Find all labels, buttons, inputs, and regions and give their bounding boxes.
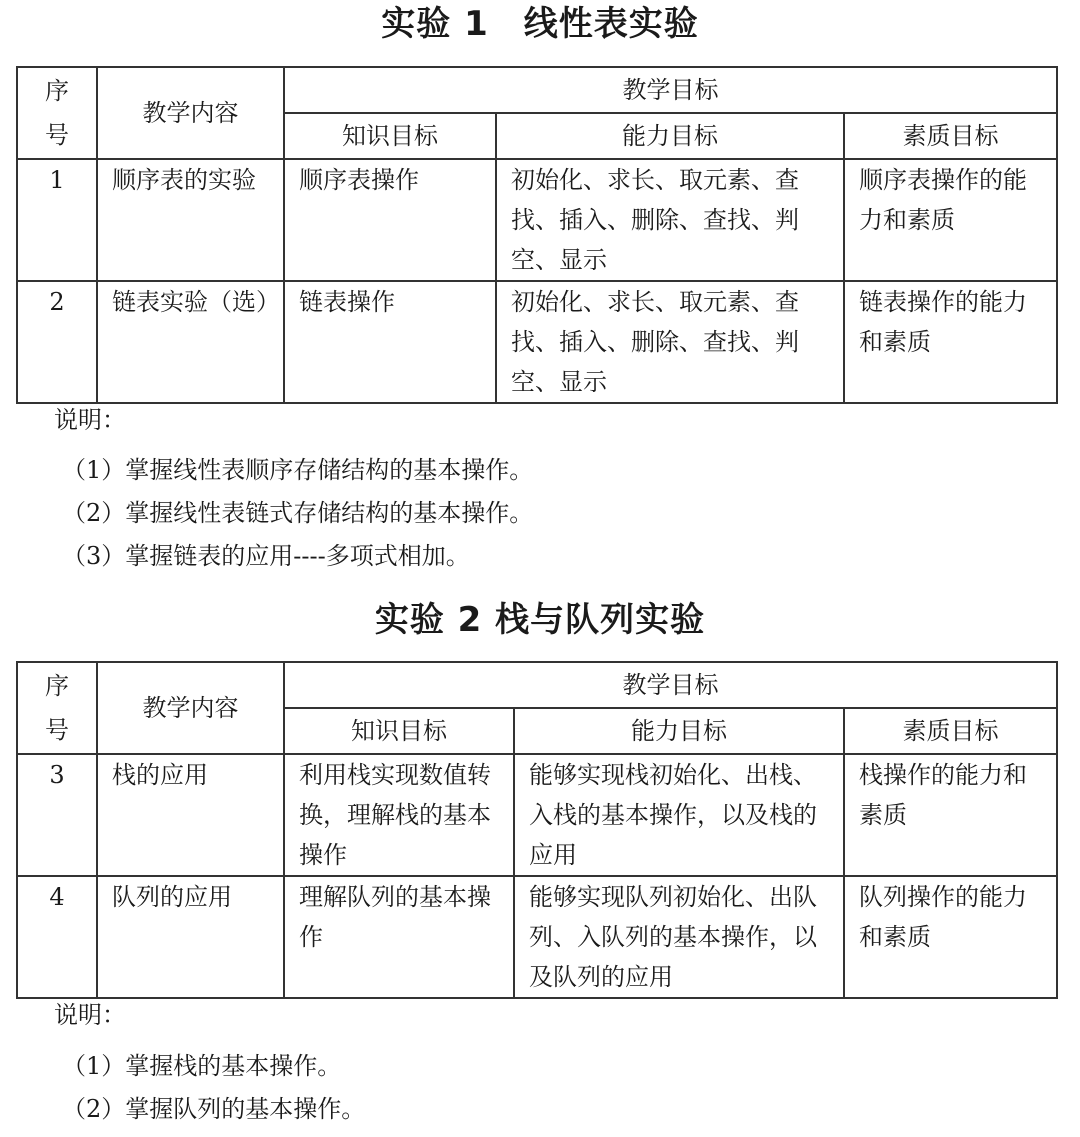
row-content: 链表实验（选）: [97, 281, 284, 403]
experiment-1-table: [16, 66, 1058, 404]
row-quality: 栈操作的能力和素质: [844, 754, 1057, 876]
row-knowledge: 理解队列的基本操作: [284, 876, 514, 998]
row-index: 2: [17, 281, 97, 403]
experiment-2-title: 实验 2 栈与队列实验: [374, 600, 706, 640]
note-item: （2）掌握线性表链式存储结构的基本操作。: [62, 499, 534, 527]
row-knowledge: 链表操作: [284, 281, 496, 403]
note-item: （1）掌握栈的基本操作。: [62, 1052, 342, 1080]
row-content: 栈的应用: [97, 754, 284, 876]
header-ability: 能力目标: [514, 708, 844, 754]
row-ability: 初始化、求长、取元素、查找、插入、删除、查找、判空、显示: [496, 159, 844, 281]
header-content: 教学内容: [97, 662, 284, 754]
header-goals: 教学目标: [284, 67, 1057, 113]
header-index: 序 号: [17, 662, 97, 754]
header-knowledge: 知识目标: [284, 708, 514, 754]
row-quality: 顺序表操作的能力和素质: [844, 159, 1057, 281]
header-quality: 素质目标: [844, 708, 1057, 754]
experiment-2-table: [16, 661, 1058, 999]
table-header-row: [17, 67, 1057, 113]
header-goals: 教学目标: [284, 662, 1057, 708]
row-ability: 能够实现队列初始化、出队列、入队列的基本操作，以及队列的应用: [514, 876, 844, 998]
row-content: 顺序表的实验: [97, 159, 284, 281]
table-header-row: [17, 662, 1057, 708]
note-item: （2）掌握队列的基本操作。: [62, 1095, 366, 1123]
header-ability: 能力目标: [496, 113, 844, 159]
note-label: 说明：: [54, 406, 126, 434]
header-quality: 素质目标: [844, 113, 1057, 159]
row-index: 3: [17, 754, 97, 876]
table-row: [17, 876, 1057, 998]
row-knowledge: 利用栈实现数值转换，理解栈的基本操作: [284, 754, 514, 876]
row-ability: 能够实现栈初始化、出栈、入栈的基本操作，以及栈的应用: [514, 754, 844, 876]
row-quality: 队列操作的能力和素质: [844, 876, 1057, 998]
header-content: 教学内容: [97, 67, 284, 159]
row-ability: 初始化、求长、取元素、查找、插入、删除、查找、判空、显示: [496, 281, 844, 403]
table-row: [17, 281, 1057, 403]
row-content: 队列的应用: [97, 876, 284, 998]
header-knowledge: 知识目标: [284, 113, 496, 159]
header-index: 序 号: [17, 67, 97, 159]
note-item: （1）掌握线性表顺序存储结构的基本操作。: [62, 456, 534, 484]
note-label: 说明：: [54, 1001, 126, 1029]
row-index: 4: [17, 876, 97, 998]
row-knowledge: 顺序表操作: [284, 159, 496, 281]
row-quality: 链表操作的能力和素质: [844, 281, 1057, 403]
experiment-1-title: 实验 1 线性表实验: [381, 4, 699, 44]
row-index: 1: [17, 159, 97, 281]
table-row: [17, 159, 1057, 281]
table-row: [17, 754, 1057, 876]
note-item: （3）掌握链表的应用----多项式相加。: [62, 542, 470, 570]
